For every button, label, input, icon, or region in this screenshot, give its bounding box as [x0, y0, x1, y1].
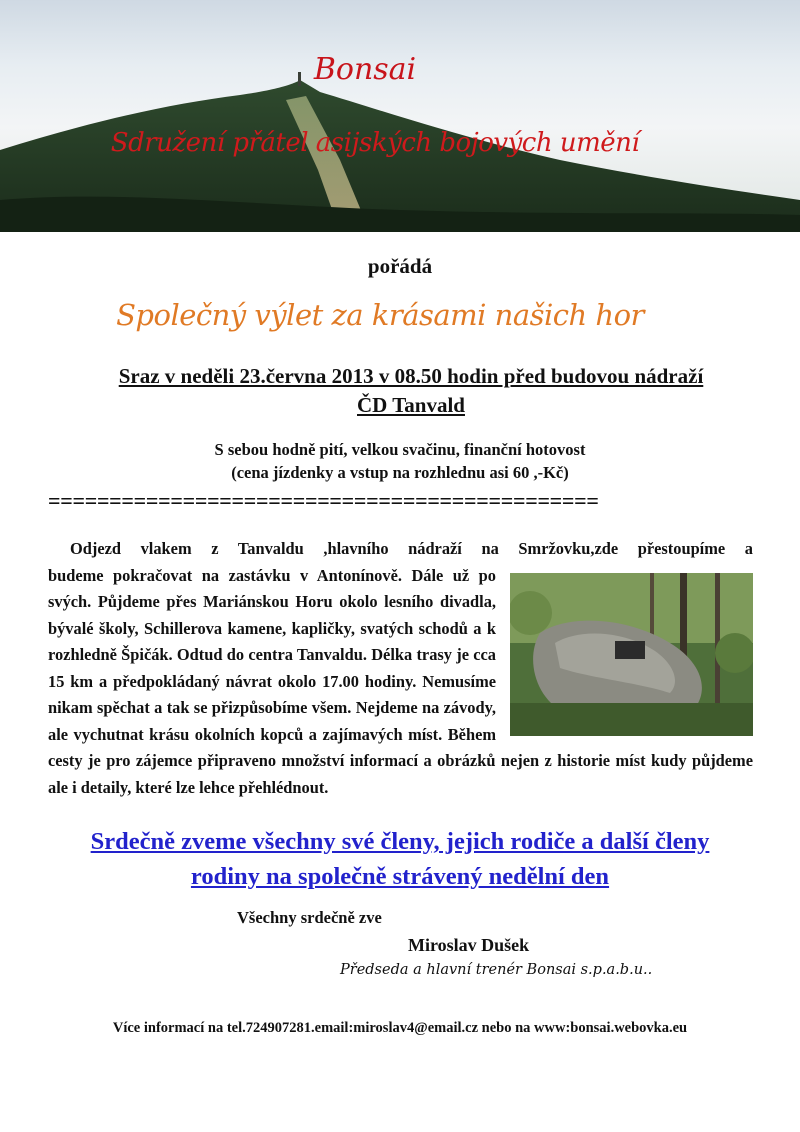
signature-name: Miroslav Dušek [408, 935, 530, 955]
divider-line: ============================================= [48, 488, 599, 513]
rock-photo [510, 573, 753, 736]
mountain-photo [0, 0, 800, 232]
meeting-line-1: Sraz v neděli 23.června 2013 v 08.50 hodin před budovou nádraží [118, 364, 704, 388]
signature-intro: Všechny srdečně zve [237, 908, 382, 927]
description-rest: budeme pokračovat na zastávku v Antonínově. Dále už po svých. Půjdeme přes Mariánskou Horu okolo lesního divadla, bývalé školy, Schillerova kamene, kapličky, svatých schodů a k rozhledně Špičák. Odtud do centra Tanvaldu. Délka trasy je cca 15 km a předpokládaný návrat okolo 17.00 hodiny. Nemusíme nikam spěchat a tak se přizpůsobíme všem. Nejdeme na závody, ale vychutnat krásu okolních kopců a zajímavých míst. Během cesty je pro zájemce připraveno množství informací a obrázků nejen z historie míst kudy půjdeme ale i detaily, které lze lehce přehlédnout. [48, 565, 753, 797]
meeting-line-2: ČD Tanvald [357, 393, 465, 417]
bring-line-2: (cena jízdenky a vstup na rozhlednu asi 60 ,-Kč) [231, 463, 569, 482]
event-title: Společný výlet za krásami našich hor [116, 298, 644, 332]
org-name: Bonsai [313, 52, 417, 87]
description-first-line: Odjezd vlakem z Tanvaldu ,hlavního nádraží na Smržovku,zde přestoupíme a [70, 539, 753, 558]
bring-info [0, 438, 800, 484]
meeting-info [20, 362, 800, 420]
bring-line-1: S sebou hodně pití, velkou svačinu, finanční hotovost [214, 440, 586, 459]
organizes-label: pořádá [367, 254, 433, 278]
trip-description [48, 536, 753, 801]
invitation [40, 824, 760, 894]
org-subtitle: Sdružení přátel asijských bojových umění [110, 128, 640, 158]
invite-line-2: rodiny na společně strávený nedělní den [190, 863, 610, 890]
invite-line-1: Srdečně zveme všechny své členy, jejich rodiče a další členy [90, 828, 710, 855]
contact-info: Více informací na tel.724907281.email:miroslav4@email.cz nebo na www:bonsai.webovka.eu [112, 1020, 688, 1036]
header-banner [0, 0, 800, 232]
signature-role: Předseda a hlavní trenér Bonsai s.p.a.b.u.. [340, 962, 653, 978]
